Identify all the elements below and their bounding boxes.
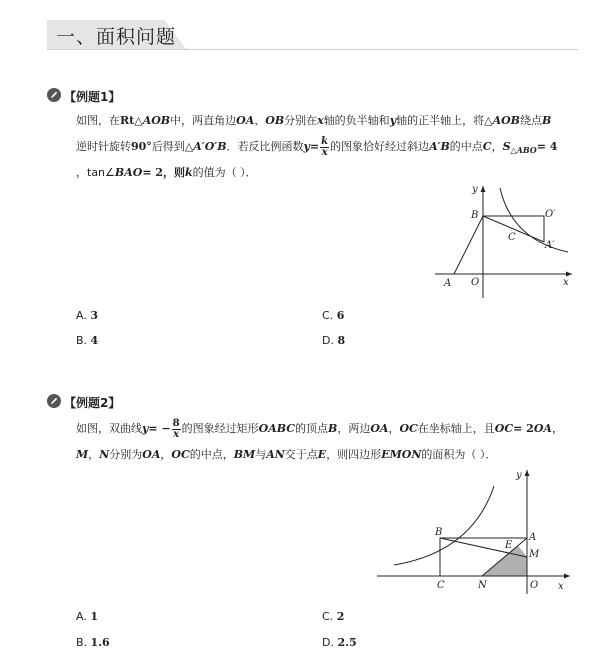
problem-text-line: 如图，在Rt△AOB中，两直角边OA、OB分别在x轴的负半轴和y轴的正半轴上，将△AOB绕点B — [76, 114, 552, 127]
point-label-O: O — [530, 580, 539, 591]
point-label-A: A — [444, 278, 452, 289]
problem-text-line: ，tan∠BAO= 2，则k的值为（ ）． — [76, 166, 257, 179]
point-label-B: B — [471, 210, 479, 221]
problem-text-line: M，N分别为OA，OC的中点，BM与AN交于点E，则四边形EMON的面积为（ ）． — [76, 448, 497, 461]
figure-example-1 — [420, 180, 580, 300]
point-label-A-prime: A′ — [545, 240, 555, 251]
example-label: 【例题1】 — [64, 90, 121, 104]
problem-text-line: 如图，双曲线y= − $\frac{8}{x}$ 的图象经过矩形OABC的顶点B，两边OA，OC在坐标轴上，且OC= 2OA， — [76, 417, 563, 440]
point-label-C: C — [508, 232, 516, 243]
option-D[interactable]: D. 8 — [322, 334, 346, 347]
pencil-icon — [47, 394, 61, 408]
option-D[interactable]: D. 2.5 — [322, 636, 357, 649]
option-B[interactable]: B. 1.6 — [76, 636, 110, 649]
fraction-8-over-x: $\frac{8}{x}$ — [172, 417, 180, 440]
axis-label-x: x — [558, 581, 564, 592]
point-label-C: C — [437, 580, 445, 591]
example-label: 【例题2】 — [64, 396, 121, 410]
axis-label-y: y — [472, 184, 478, 195]
section-title: 一、面积问题 — [56, 26, 177, 48]
option-A[interactable]: A. 1 — [76, 610, 98, 623]
point-label-A: A — [529, 532, 537, 543]
point-label-O-prime: O′ — [545, 209, 556, 220]
fraction-k-over-x: $\frac{k}{x}$ — [321, 135, 329, 158]
point-label-O: O — [471, 277, 480, 288]
option-B[interactable]: B. 4 — [76, 334, 99, 347]
axis-label-x: x — [563, 277, 569, 288]
figure-example-2 — [372, 464, 578, 598]
option-A[interactable]: A. 3 — [76, 309, 98, 322]
section-header-underline — [47, 49, 578, 50]
problem-text-line: 逆时针旋转90°后得到△A′O′B．若反比例函数y= $\frac{k}{x}$ 的图象恰好经过斜边A′B的中点C，$S_{\triangle ABO}= 4$ — [76, 135, 558, 158]
point-label-E: E — [505, 540, 513, 551]
pencil-icon — [47, 88, 61, 102]
option-C[interactable]: C. 2 — [322, 610, 345, 623]
point-label-N: N — [478, 580, 487, 591]
option-C[interactable]: C. 6 — [322, 309, 345, 322]
point-label-M: M — [529, 549, 540, 560]
axis-label-y: y — [516, 470, 522, 481]
point-label-B: B — [435, 527, 443, 538]
